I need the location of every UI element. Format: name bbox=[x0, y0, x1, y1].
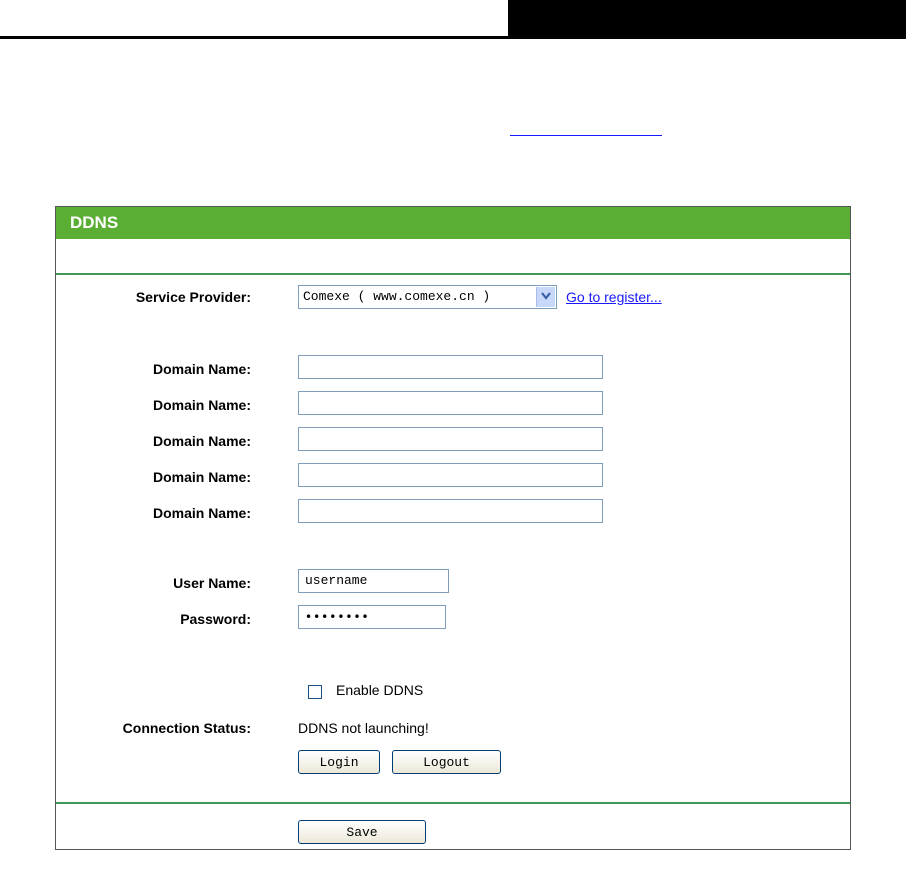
user-name-input[interactable]: username bbox=[298, 569, 449, 593]
service-provider-label: Service Provider: bbox=[135, 289, 251, 305]
hyperlink-underline[interactable] bbox=[510, 135, 662, 136]
panel-top-separator bbox=[56, 273, 850, 275]
ddns-panel bbox=[55, 206, 851, 850]
user-name-label: User Name: bbox=[173, 575, 251, 591]
domain-name-input[interactable] bbox=[298, 427, 603, 451]
domain-name-input[interactable] bbox=[298, 463, 603, 487]
top-black-block bbox=[508, 0, 906, 39]
save-button[interactable]: Save bbox=[298, 820, 426, 844]
enable-ddns-checkbox[interactable] bbox=[308, 685, 322, 699]
domain-name-label: Domain Name: bbox=[152, 469, 251, 485]
password-label: Password: bbox=[180, 611, 251, 627]
domain-name-label: Domain Name: bbox=[152, 397, 251, 413]
domain-name-input[interactable] bbox=[298, 391, 603, 415]
top-rule bbox=[0, 36, 508, 39]
panel-bottom-separator bbox=[56, 802, 850, 804]
domain-name-label: Domain Name: bbox=[152, 433, 251, 449]
service-provider-select[interactable] bbox=[298, 285, 557, 309]
service-provider-value: Comexe ( www.comexe.cn ) bbox=[303, 289, 491, 304]
password-input[interactable]: •••••••• bbox=[298, 605, 446, 629]
chevron-down-icon[interactable] bbox=[536, 287, 555, 307]
domain-name-input[interactable] bbox=[298, 355, 603, 379]
panel-title: DDNS bbox=[56, 207, 850, 239]
connection-status-value: DDNS not launching! bbox=[298, 720, 429, 736]
enable-ddns-label: Enable DDNS bbox=[336, 682, 424, 698]
connection-status-label: Connection Status: bbox=[122, 720, 251, 736]
domain-name-label: Domain Name: bbox=[152, 505, 251, 521]
logout-button[interactable]: Logout bbox=[392, 750, 501, 774]
go-to-register-link[interactable]: Go to register... bbox=[566, 289, 662, 305]
domain-name-input[interactable] bbox=[298, 499, 603, 523]
domain-name-label: Domain Name: bbox=[152, 361, 251, 377]
login-button[interactable]: Login bbox=[298, 750, 380, 774]
